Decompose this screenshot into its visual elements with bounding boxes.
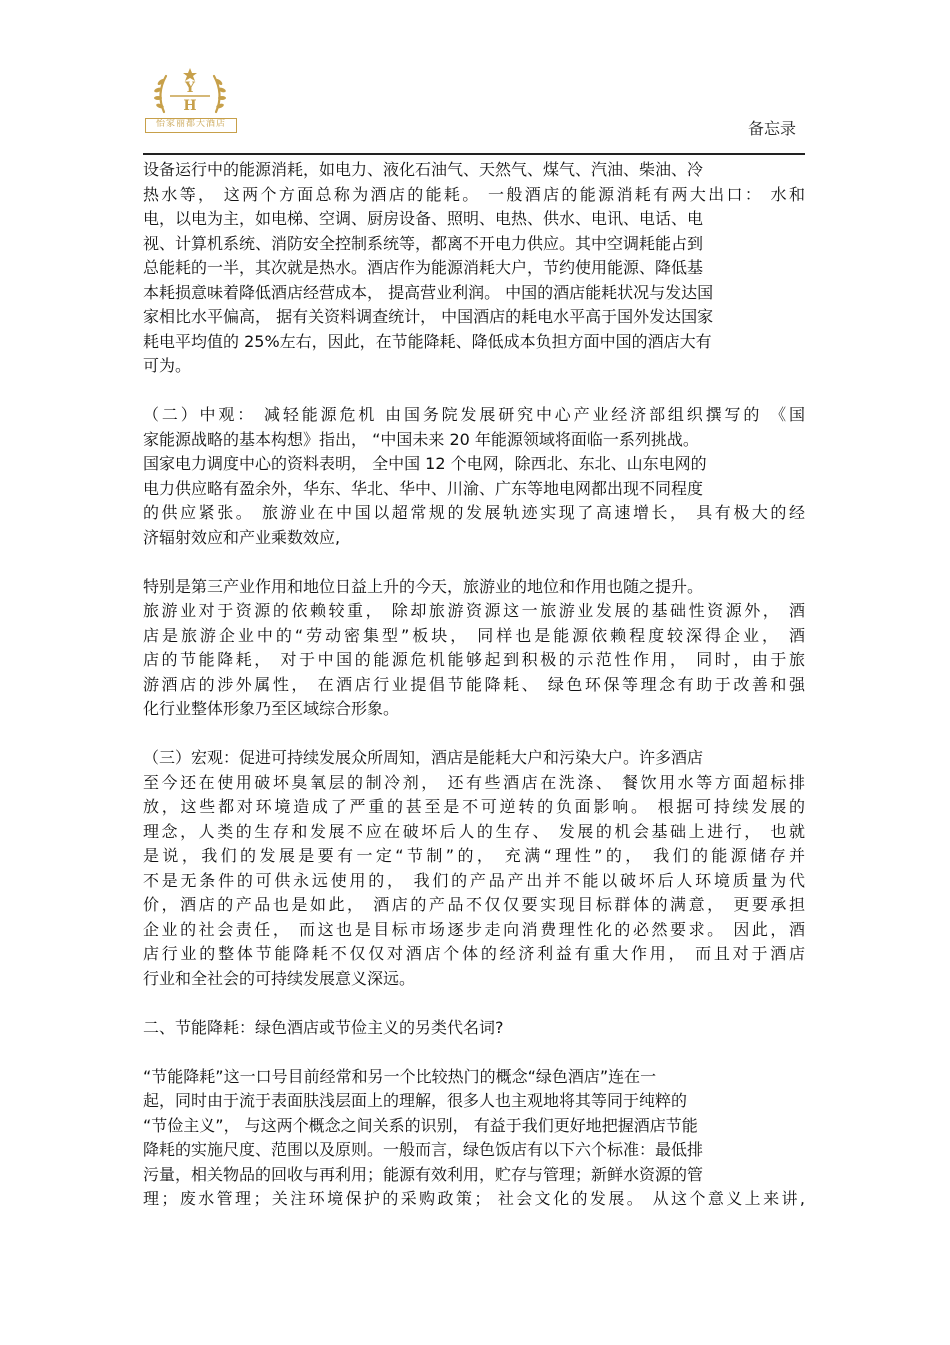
- logo-caption: 怡家丽都大酒店: [145, 118, 237, 133]
- text-line: 至今还在使用破坏臭氧层的制冷剂， 还有些酒店在洗涤、 餐饮用水等方面超标排: [143, 772, 805, 792]
- document-body: [143, 158, 805, 1212]
- text-line: 是说，我们的发展是要有一定“节制”的， 充满“理性”的， 我们的能源储存并: [143, 846, 805, 865]
- text-line: 本耗损意味着降低酒店经营成本， 提高营业利润。 中国的酒店能耗状况与发达国: [143, 282, 714, 302]
- text-line: （二）中观： 减轻能源危机 由国务院发展研究中心产业经济部组织撰写的 《国: [143, 405, 805, 424]
- paragraph-gap: [143, 1040, 805, 1065]
- text-line: 可为。: [143, 356, 192, 375]
- document-title: 备忘录: [748, 119, 797, 138]
- text-line: 起，同时由于流于表面肤浅层面上的理解，很多人也主观地将其等同于纯粹的: [143, 1091, 688, 1110]
- text-line: 热水等， 这两个方面总称为酒店的能耗。 一般酒店的能源消耗有两大出口： 水和: [143, 184, 805, 204]
- text-line: 总能耗的一半，其次就是热水。酒店作为能源消耗大户，节约使用能源、降低基: [143, 258, 704, 277]
- text-line: 游酒店的涉外属性， 在酒店行业提倡节能降耗、 绿色环保等理念有助于改善和强: [143, 674, 805, 694]
- text-line: 放，这些都对环境造成了严重的甚至是不可逆转的负面影响。 根据可持续发展的: [143, 797, 805, 816]
- paragraph-gap: [143, 722, 805, 747]
- text-line: 行业和全社会的可持续发展意义深远。: [143, 968, 416, 988]
- paragraph-gap: [143, 991, 805, 1016]
- text-line: 企业的社会责任， 而这也是目标市场逐步走向消费理性化的必然要求。 因此，酒: [143, 919, 805, 939]
- header-divider: [143, 153, 805, 155]
- text-line: 家能源战略的基本构想》指出， “中国未来 20 年能源领域将面临一系列挑战。: [143, 429, 699, 449]
- paragraph-gap: [143, 550, 805, 575]
- text-line: 店行业的整体节能降耗不仅仅对酒店个体的经济利益有重大作用， 而且对于酒店: [143, 944, 805, 963]
- text-line: 家相比水平偏高， 据有关资料调查统计， 中国酒店的耗电水平高于国外发达国家: [143, 307, 714, 326]
- text-line: 特别是第三产业作用和地位日益上升的今天，旅游业的地位和作用也随之提升。: [143, 576, 704, 596]
- text-line: 价，酒店的产品也是如此， 酒店的产品不仅仅要实现目标群体的满意， 更要承担: [143, 895, 805, 914]
- text-line: 耗电平均值的 25%左右，因此，在节能降耗、降低成本负担方面中国的酒店大有: [143, 331, 712, 351]
- text-line: 设备运行中的能源消耗，如电力、液化石油气、天然气、煤气、汽油、柴油、冷: [143, 160, 704, 179]
- text-line: 旅游业对于资源的依赖较重， 除却旅游资源这一旅游业发展的基础性资源外， 酒: [143, 601, 805, 620]
- paragraph: [143, 746, 805, 991]
- text-line: 的供应紧张。 旅游业在中国以超常规的发展轨迹实现了高速增长， 具有极大的经: [143, 503, 805, 522]
- text-line: 不是无条件的可供永远使用的， 我们的产品产出并不能以破坏后人环境质量为代: [143, 870, 805, 890]
- text-line: 电，以电为主，如电梯、空调、厨房设备、照明、电热、供水、电讯、电话、电: [143, 209, 704, 228]
- text-line: 店是旅游企业中的“劳动密集型”板块， 同样也是能源依赖程度较深得企业， 酒: [143, 625, 805, 645]
- paragraph: [143, 575, 805, 722]
- paragraph-gap: [143, 379, 805, 404]
- text-line: “节俭主义”， 与这两个概念之间关系的识别， 有益于我们更好地把握酒店节能: [143, 1115, 698, 1135]
- text-line: 二、节能降耗：绿色酒店或节俭主义的另类代名词?: [143, 1017, 504, 1037]
- text-line: 店的节能降耗， 对于中国的能源危机能够起到积极的示范性作用， 同时，由于旅: [143, 650, 805, 669]
- text-line: 化行业整体形象乃至区域综合形象。: [143, 699, 400, 718]
- text-line: 理；废水管理；关注环境保护的采购政策； 社会文化的发展。 从这个意义上来讲,: [143, 1189, 805, 1208]
- svg-text:Y: Y: [185, 80, 195, 96]
- paragraph: [143, 403, 805, 550]
- text-line: 降耗的实施尺度、范围以及原则。一般而言，绿色饭店有以下六个标准：最低排: [143, 1140, 704, 1159]
- text-line: 视、计算机系统、消防安全控制系统等，都离不开电力供应。其中空调耗能占到: [143, 233, 704, 253]
- text-line: 电力供应略有盈余外，华东、华北、华中、川渝、广东等地电网都出现不同程度: [143, 478, 704, 498]
- text-line: （三）宏观：促进可持续发展众所周知，酒店是能耗大户和污染大户。许多酒店: [143, 748, 704, 767]
- paragraph: [143, 1016, 805, 1041]
- text-line: “节能降耗”这一口号目前经常和另一个比较热门的概念“绿色酒店”连在一: [143, 1066, 657, 1086]
- svg-text:H: H: [183, 98, 197, 114]
- text-line: 济辐射效应和产业乘数效应,: [143, 527, 341, 547]
- paragraph: [143, 1065, 805, 1212]
- text-line: 污量，相关物品的回收与再利用；能源有效利用，贮存与管理；新鲜水资源的管: [143, 1164, 704, 1184]
- text-line: 国家电力调度中心的资料表明， 全中国 12 个电网，除西北、东北、山东电网的: [143, 454, 707, 473]
- paragraph: [143, 158, 805, 379]
- text-line: 理念，人类的生存和发展不应在破坏后人的生存、 发展的机会基础上进行， 也就: [143, 821, 805, 841]
